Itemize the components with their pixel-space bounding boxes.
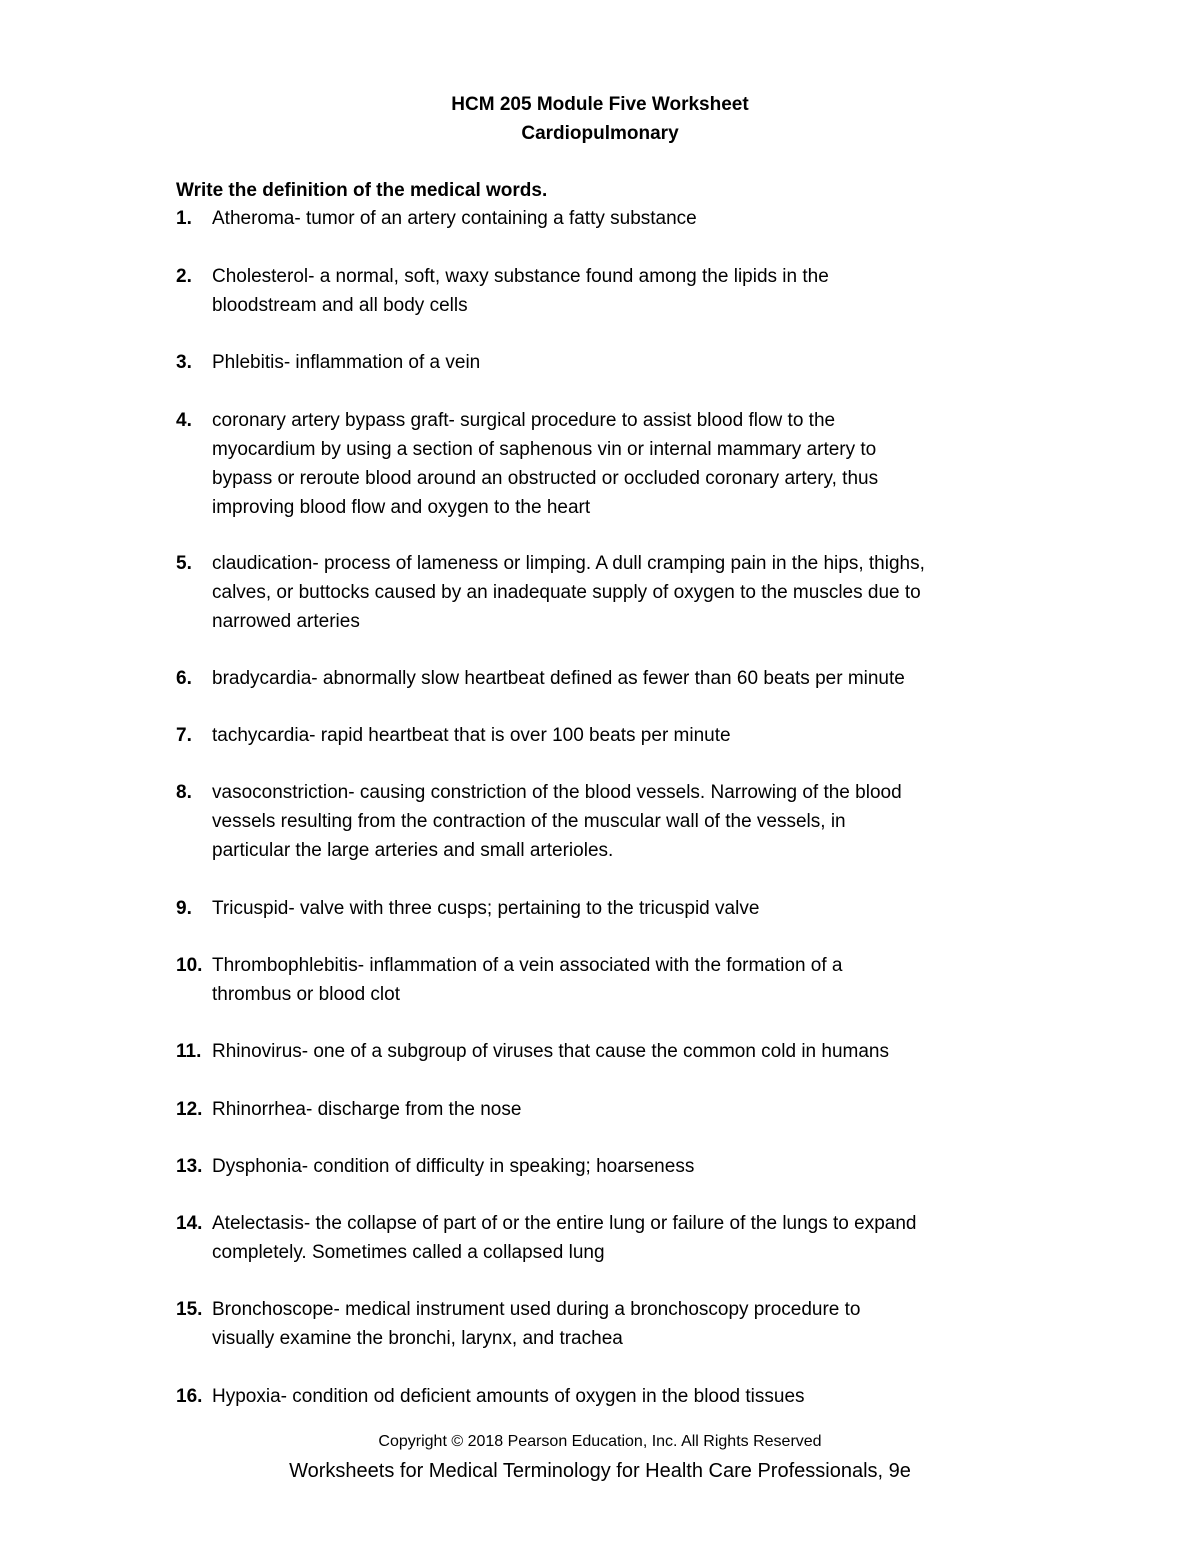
worksheet-title: HCM 205 Module Five Worksheet <box>451 94 749 115</box>
list-item <box>176 1382 1036 1411</box>
list-item <box>176 1095 1036 1124</box>
list-item <box>176 1295 1036 1353</box>
item-number: 16. <box>176 1386 203 1407</box>
item-number: 13. <box>176 1156 203 1177</box>
item-number: 1. <box>176 208 192 229</box>
item-number: 11. <box>176 1041 202 1062</box>
item-definition: Rhinorrhea- discharge from the nose <box>212 1099 522 1120</box>
list-item <box>176 549 1036 636</box>
list-item <box>176 348 1036 377</box>
list-item <box>176 664 1036 693</box>
list-item <box>176 778 1036 865</box>
list-item <box>176 894 1036 923</box>
item-definition: bradycardia- abnormally slow heartbeat defined as fewer than 60 beats per minute <box>212 668 905 689</box>
list-item <box>176 262 1036 320</box>
item-definition: Dysphonia- condition of difficulty in speaking; hoarseness <box>212 1156 695 1177</box>
item-number: 10. <box>176 955 203 976</box>
item-number: 14. <box>176 1213 203 1234</box>
item-definition: Rhinovirus- one of a subgroup of viruses that cause the common cold in humans <box>212 1041 889 1062</box>
item-definition: Thrombophlebitis- inflammation of a vein associated with the formation of a thrombus or blood clot <box>212 955 843 1005</box>
list-item <box>176 1209 1036 1267</box>
item-number: 4. <box>176 410 192 431</box>
worksheet-subtitle: Cardiopulmonary <box>521 123 679 144</box>
book-title-footer: Worksheets for Medical Terminology for Health Care Professionals, 9e <box>289 1460 911 1482</box>
item-definition: Atheroma- tumor of an artery containing a fatty substance <box>212 208 697 229</box>
item-definition: claudication- process of lameness or limping. A dull cramping pain in the hips, thighs, calves, or buttocks caused by an inadequate supply of oxygen to the muscles due to narrowed arteries <box>212 553 925 632</box>
list-item <box>176 406 1036 522</box>
list-item <box>176 951 1036 1009</box>
item-number: 3. <box>176 352 192 373</box>
item-definition: Phlebitis- inflammation of a vein <box>212 352 481 373</box>
list-item <box>176 1037 1036 1066</box>
item-definition: Cholesterol- a normal, soft, waxy substance found among the lipids in the bloodstream and all body cells <box>212 266 829 316</box>
item-definition: Bronchoscope- medical instrument used during a bronchoscopy procedure to visually examine the bronchi, larynx, and trachea <box>212 1299 861 1349</box>
item-number: 5. <box>176 553 192 574</box>
item-number: 8. <box>176 782 192 803</box>
list-item <box>176 204 1036 233</box>
item-number: 7. <box>176 725 192 746</box>
copyright-notice: Copyright © 2018 Pearson Education, Inc. All Rights Reserved <box>378 1433 822 1450</box>
item-number: 9. <box>176 898 192 919</box>
list-item <box>176 721 1036 750</box>
item-definition: Tricuspid- valve with three cusps; pertaining to the tricuspid valve <box>212 898 760 919</box>
item-number: 12. <box>176 1099 203 1120</box>
item-number: 6. <box>176 668 192 689</box>
item-number: 2. <box>176 266 192 287</box>
item-definition: coronary artery bypass graft- surgical procedure to assist blood flow to the myocardium by using a section of saphenous vin or internal mammary artery to bypass or reroute blood around an obstructed or occluded coronary artery, thus improving blood flow and oxygen to the heart <box>212 410 879 518</box>
item-definition: vasoconstriction- causing constriction of the blood vessels. Narrowing of the blood vessels resulting from the contraction of the muscular wall of the vessels, in particular the large arteries and small arterioles. <box>212 782 902 861</box>
instructions-text: Write the definition of the medical words. <box>176 180 548 201</box>
list-item <box>176 1152 1036 1181</box>
item-number: 15. <box>176 1299 203 1320</box>
item-definition: Hypoxia- condition od deficient amounts of oxygen in the blood tissues <box>212 1386 805 1407</box>
item-definition: Atelectasis- the collapse of part of or the entire lung or failure of the lungs to expand completely. Sometimes called a collapsed lung <box>212 1213 917 1263</box>
item-definition: tachycardia- rapid heartbeat that is over 100 beats per minute <box>212 725 731 746</box>
